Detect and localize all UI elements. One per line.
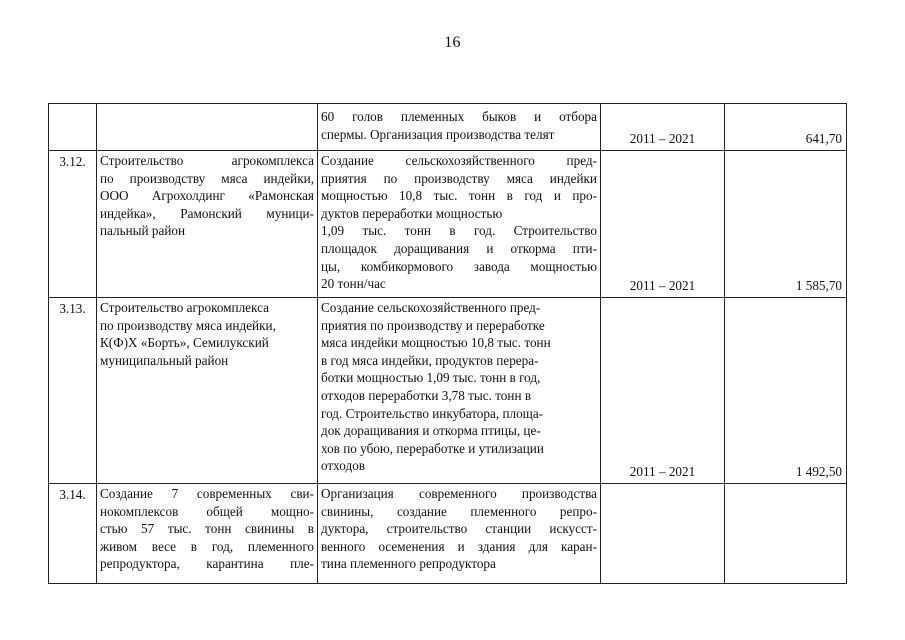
name-line: Создание 7 современных сви- (100, 486, 314, 501)
description-line: Создание сельскохозяйственного пред- (321, 153, 597, 168)
description-line: цы, комбикормового завода мощностью (321, 258, 597, 274)
description-line: свинины, создание племенного репро- (321, 503, 597, 519)
name-line: индейка», Рамонский муници- (100, 205, 314, 221)
name-line: нокомплексов общей мощно- (100, 503, 314, 519)
program-table (48, 103, 847, 584)
description-line: площадок доращивания и откорма пти- (321, 240, 597, 256)
description-line: мяса индейки мощностью 10,8 тыс. тонн (321, 335, 551, 351)
project-name (97, 104, 318, 151)
project-description (318, 484, 601, 584)
funding-amount: 1 492,50 (725, 298, 847, 484)
funding-amount (725, 484, 847, 584)
name-line: живом весе в год, племенного (100, 538, 314, 554)
implementation-period: 2011 – 2021 (601, 298, 725, 484)
project-description (318, 104, 601, 151)
description-line: тина племенного репродуктора (321, 556, 496, 572)
name-line: по производству мяса индейки, (100, 170, 314, 186)
name-line: муниципальный район (100, 352, 229, 368)
funding-amount: 1 585,70 (725, 151, 847, 298)
name-line: пальный район (100, 223, 186, 239)
description-line: в год мяса индейки, продуктов перера- (321, 352, 539, 368)
funding-amount: 641,70 (725, 104, 847, 151)
project-name (97, 151, 318, 298)
row-number (49, 104, 97, 151)
description-line: хов по убою, переработке и утилизации (321, 440, 544, 456)
implementation-period (601, 484, 725, 584)
description-line: 20 тонн/час (321, 276, 386, 292)
description-line: Организация современного производства (321, 486, 597, 501)
name-line: по производству мяса индейки, (100, 317, 276, 333)
row-number: 3.14. (49, 484, 97, 584)
table-row-3-12 (49, 151, 847, 298)
description-line: дуктов переработки мощностью (321, 205, 503, 221)
description-line: венного осеменения и здания для каран- (321, 538, 597, 554)
row-number: 3.13. (49, 298, 97, 484)
name-line: стью 57 тыс. тонн свинины в (100, 521, 314, 537)
description-line: 1,09 тыс. тонн в год. Строительство (321, 223, 597, 239)
description-line: док доращивания и откорма птицы, це- (321, 423, 541, 439)
project-name (97, 298, 318, 484)
row-number: 3.12. (49, 151, 97, 298)
project-name (97, 484, 318, 584)
implementation-period: 2011 – 2021 (601, 104, 725, 151)
page-number: 16 (444, 34, 461, 51)
description-line: отходов (321, 458, 366, 474)
description-line: спермы. Организация производства телят (321, 126, 555, 142)
name-line: Строительство агрокомплекса (100, 300, 269, 315)
table-row-3-14 (49, 484, 847, 584)
project-description (318, 151, 601, 298)
description-line: мощностью 10,8 тыс. тонн в год и про- (321, 188, 597, 204)
description-line: год. Строительство инкубатора, площа- (321, 405, 544, 421)
name-line: ООО Агрохолдинг «Рамонская (100, 188, 314, 204)
project-description (318, 298, 601, 484)
name-line: К(Ф)Х «Борть», Семилукский (100, 335, 269, 351)
name-line: репродуктора, карантина пле- (100, 556, 314, 572)
description-line: дуктора, строительство станции искусст- (321, 521, 597, 537)
implementation-period: 2011 – 2021 (601, 151, 725, 298)
description-line: приятия по производству и переработке (321, 317, 545, 333)
description-line: отходов переработки 3,78 тыс. тонн в (321, 387, 532, 403)
description-line: ботки мощностью 1,09 тыс. тонн в год, (321, 370, 541, 386)
name-line: Строительство агрокомплекса (100, 153, 314, 168)
table-row-3-13 (49, 298, 847, 484)
description-line: приятия по производству мяса индейки (321, 170, 597, 186)
description-line: 60 голов племенных быков и отбора (321, 109, 597, 124)
table-row-continuation (49, 104, 847, 151)
description-line: Создание сельскохозяйственного пред- (321, 300, 541, 315)
